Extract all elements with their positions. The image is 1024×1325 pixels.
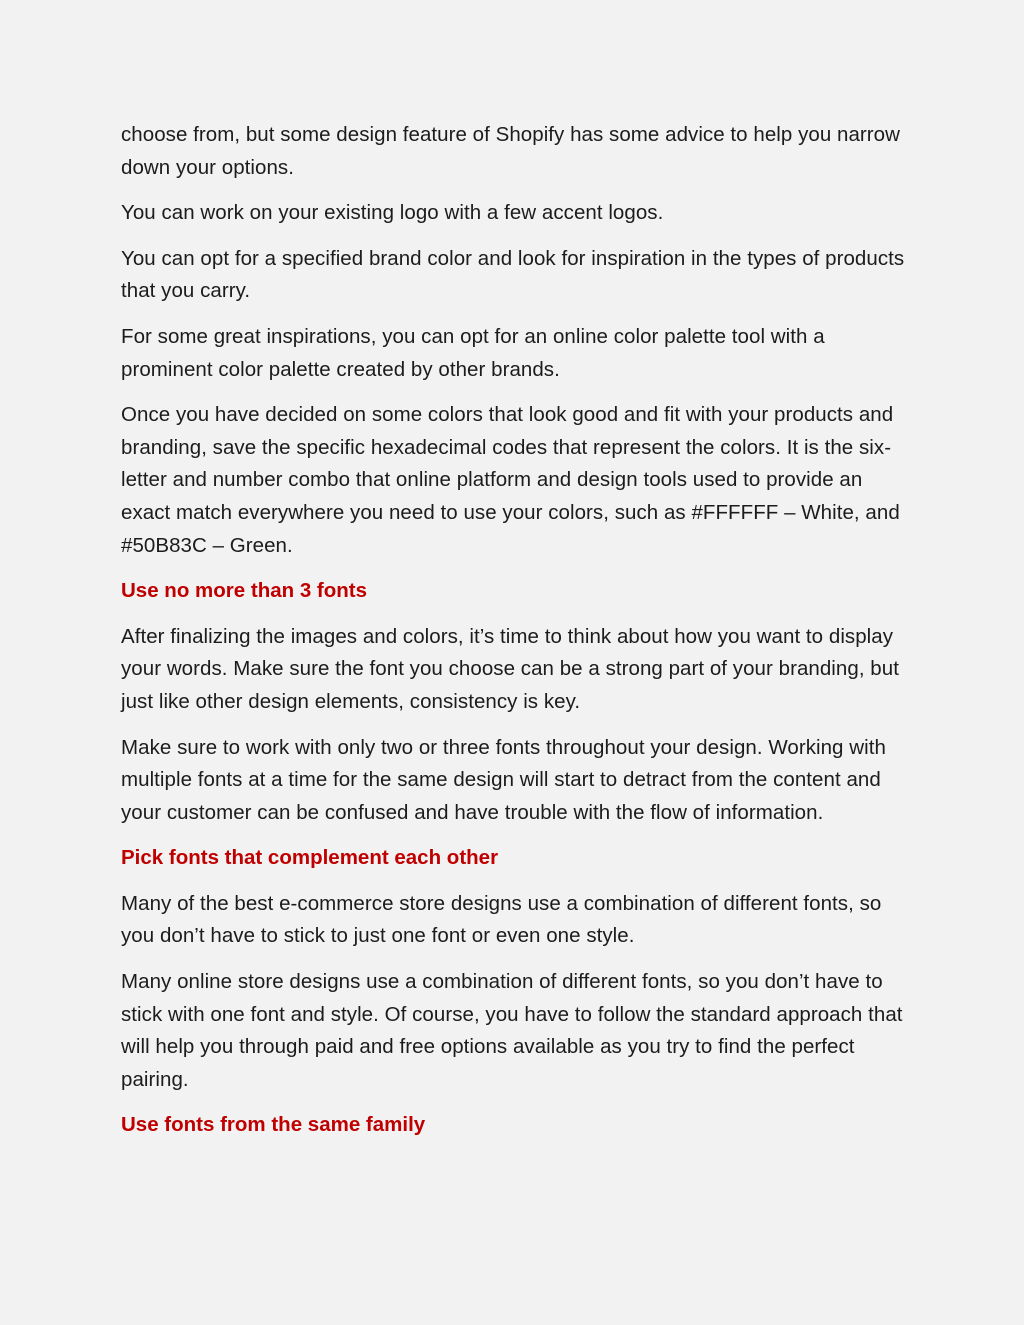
paragraph-online-store-fonts: Many online store designs use a combination of different fonts, so you don’t have to stick with one font and style. Of course, you have to follow the standard approach that will help you through paid and free options available as you try to find the perfect pairing.: [121, 970, 903, 1091]
paragraph-combination-fonts: Many of the best e-commerce store designs use a combination of different fonts, so you don’t have to stick to just one font or even one style.: [121, 891, 882, 948]
heading-use-no-more-than-3-fonts: Use no more than 3 fonts: [121, 579, 368, 603]
paragraph-two-or-three-fonts: Make sure to work with only two or three fonts throughout your design. Working with multiple fonts at a time for the same design will start to detract from the content and your customer can be confused and have trouble with the flow of information.: [121, 735, 886, 824]
paragraph-display-words: After finalizing the images and colors, it’s time to think about how you want to display your words. Make sure the font you choose can be a strong part of your branding, but just like other design elements, consistency is key.: [121, 624, 899, 713]
heading-fonts-same-family: Use fonts from the same family: [121, 1113, 426, 1137]
heading-pick-fonts-complement: Pick fonts that complement each other: [121, 846, 499, 870]
paragraph-color-palette-tool: For some great inspirations, you can opt for an online color palette tool with a prominent color palette created by other brands.: [121, 324, 825, 381]
paragraph-hexadecimal-codes: Once you have decided on some colors that look good and fit with your products and branding, save the specific hexadecimal codes that represent the colors. It is the six-letter and number combo that online platform and design tools used to provide an exact match everywhere you need to use your colors, such as #FFFFFF – White, and #50B83C – Green.: [121, 403, 900, 557]
paragraph-brand-color: You can opt for a specified brand color and look for inspiration in the types of products that you carry.: [121, 246, 905, 303]
paragraph-intro-options: choose from, but some design feature of Shopify has some advice to help you narrow down your options.: [121, 123, 900, 179]
paragraph-existing-logo: You can work on your existing logo with a few accent logos.: [121, 201, 664, 225]
